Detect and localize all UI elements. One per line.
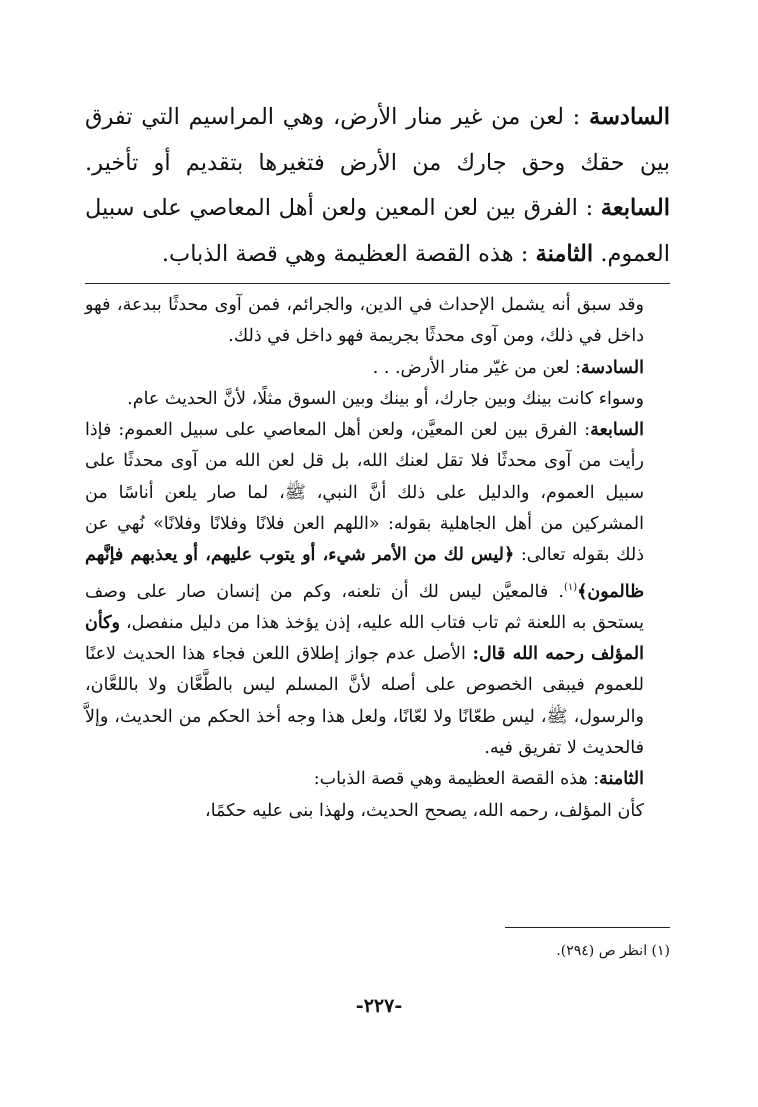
page-number: -٢٢٧-: [355, 995, 403, 1017]
author-note-bold: وكأن المؤلف رحمه الله قال:: [85, 612, 644, 665]
commentary-eighth-text: : هذه القصة العظيمة وهي قصة الذباب:: [313, 769, 600, 790]
commentary-seventh: [85, 415, 670, 764]
commentary-intro: وقد سبق أنه يشمل الإحداث في الدين، والجرائم، فمن آوى محدثًا ببدعة، فهو داخل في ذلك، ومن آوى محدثًا بجريمة فهو داخل في ذلك.: [85, 295, 644, 347]
seventh-text: : الفرق بين لعن المعين ولعن أهل المعاصي على سبيل العموم.: [85, 195, 670, 267]
commentary-sixth: [85, 353, 670, 384]
commentary: [85, 290, 670, 827]
sixth-text: : لعن من غير منار الأرض، وهي المراسيم التي تفرق بين حقك وحق جارك من الأرض فتغيرها بتقديم أو تأخير.: [85, 104, 670, 176]
commentary-closing: كأن المؤلف، رحمه الله، يصحح الحديث، ولهذا بنى عليه حكمًا،: [205, 800, 644, 821]
quran-verse: ﴿ليس لك من الأمر شيء، أو يتوب عليهم، أو يعذبهم فإنَّهم ظالمون﴾: [85, 545, 644, 602]
commentary-seventh-text-1: : الفرق بين لعن المعيَّن، ولعن أهل المعاصي على سبيل العموم: فإذا رأيت من آوى محدثًا فلا تقل لعنك الله، بل قل لعن الله من آوى محدثًا على سبيل العموم، والدليل على ذلك أنَّ النبي، ﷺ، لما صار يلعن أناسًا من المشركين من أهل الجاهلية بقوله: «اللهم العن فلانًا وفلانًا وفلانًا» نُهي عن ذلك بقوله تعالى:: [85, 420, 644, 566]
commentary-eighth-label: الثامنة: [599, 769, 644, 790]
footnote: (١) انظر ص (٢٩٤).: [556, 943, 670, 959]
eighth-text: : هذه القصة العظيمة وهي قصة الذباب.: [161, 240, 529, 267]
commentary-eighth: [85, 764, 670, 795]
footnote-divider: [505, 927, 670, 928]
commentary-neighbor: وسواء كانت بينك وبين جارك، أو بينك وبين السوق مثلًا، لأنَّ الحديث عام.: [127, 388, 644, 409]
commentary-sixth-text: : لعن من غيّر منار الأرض. . .: [372, 357, 582, 378]
sixth-label: السادسة: [589, 104, 670, 130]
commentary-seventh-label: السابعة: [590, 420, 644, 441]
commentary-seventh-text-2: . فالمعيَّن ليس لك أن تلعنه، وكم من إنسان صار على وصف يستحق به اللعنة ثم تاب فتاب الله عليه، إذن يؤخذ هذا من دليل منفصل،: [85, 581, 644, 633]
footnote-reference: (١): [563, 581, 578, 593]
eighth-label: الثامنة: [535, 240, 594, 267]
author-note-text: الأصل عدم جواز إطلاق اللعن فجاء هذا الحديث لاعنًا للعموم فيبقى الخصوص على أصله لأنَّ المسلم ليس بالطَّعَّان ولا باللعَّان، والرسول، ﷺ، ليس طعّانًا ولا لعّانًا، ولعل هذا وجه أخذ الحكم من الحديث، وإلاَّ فالحديث لا تفريق فيه.: [85, 644, 644, 758]
seventh-label: السابعة: [600, 195, 671, 221]
main-text: [85, 95, 670, 277]
commentary-sixth-label: السادسة: [581, 357, 644, 378]
section-divider: [85, 283, 670, 284]
